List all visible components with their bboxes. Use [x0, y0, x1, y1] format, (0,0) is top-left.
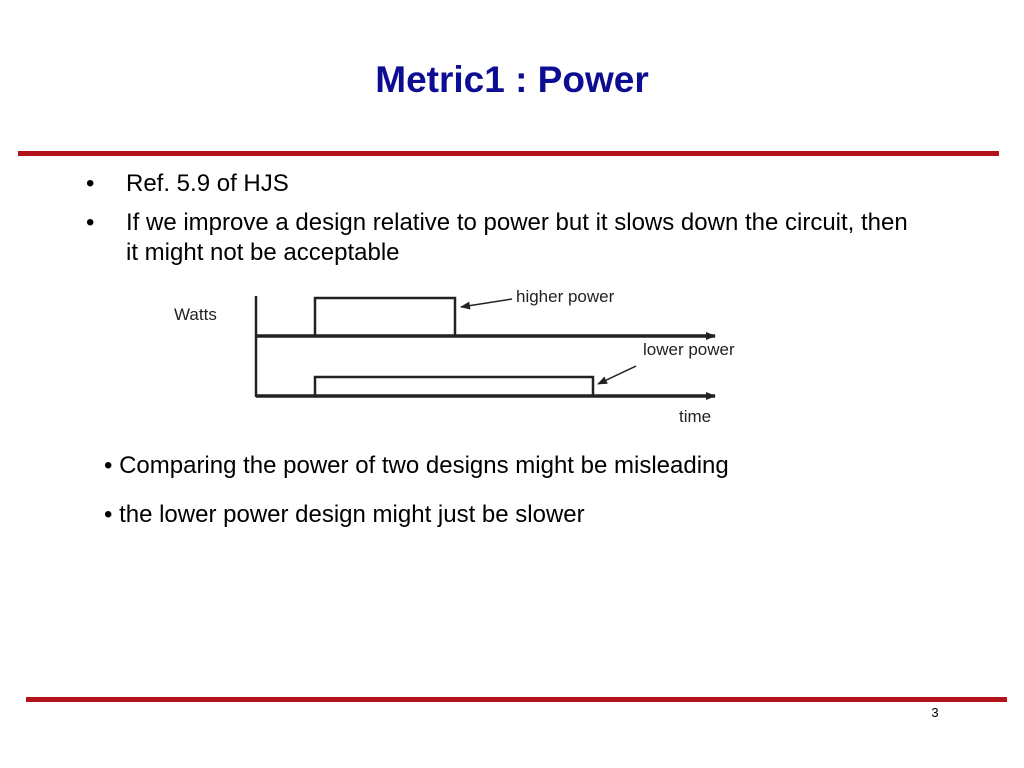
- page-number: 3: [931, 705, 939, 720]
- note-item: • Comparing the power of two designs might be misleading: [104, 452, 729, 479]
- bullet-item: [86, 208, 916, 268]
- power-time-diagram: [160, 282, 780, 432]
- lower-power-label: lower power: [643, 340, 735, 359]
- top-divider: [18, 151, 999, 156]
- slide-title: Metric1 : Power: [375, 59, 649, 100]
- bullet-dot: •: [86, 170, 95, 197]
- time-label: time: [679, 407, 712, 426]
- higher-power-pulse: [315, 298, 455, 336]
- bullet-text: If we improve a design relative to power but it slows down the circuit, then it might not be acceptable: [126, 209, 908, 266]
- bullet-item: [86, 169, 916, 199]
- watts-label: Watts: [174, 305, 217, 324]
- bullet-text: Ref. 5.9 of HJS: [126, 170, 289, 197]
- lower-power-arrow: [598, 366, 636, 384]
- note-item: • the lower power design might just be slower: [104, 501, 585, 528]
- higher-power-label: higher power: [516, 287, 615, 306]
- lower-power-pulse: [315, 377, 593, 396]
- bullet-dot: •: [86, 209, 95, 236]
- higher-power-arrow: [461, 299, 512, 307]
- notes: [104, 451, 984, 549]
- bullet-list: [86, 169, 916, 277]
- bottom-divider: [26, 697, 1007, 702]
